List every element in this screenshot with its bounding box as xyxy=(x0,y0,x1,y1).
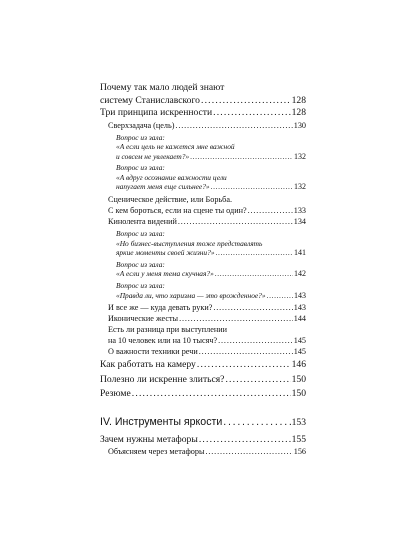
page-number: 153 xyxy=(291,416,306,428)
toc-part-4[interactable] xyxy=(100,415,306,430)
dot-leader xyxy=(267,291,293,301)
question-label: Вопрос из зала: xyxy=(116,229,165,239)
page-number: 145 xyxy=(293,347,306,357)
dot-leader xyxy=(211,182,293,192)
dot-leader xyxy=(199,346,293,357)
dot-leader xyxy=(179,313,293,324)
toc-question-3[interactable] xyxy=(100,229,306,258)
toc-entry-obyasnyaem[interactable] xyxy=(100,446,306,457)
dot-leader xyxy=(190,152,293,162)
toc-entry-title: на 10 человек или на 10 тысяч? xyxy=(108,336,218,346)
toc-question-5[interactable] xyxy=(100,281,306,300)
dot-leader xyxy=(215,269,293,279)
page-number: 155 xyxy=(291,433,306,445)
page-number: 142 xyxy=(294,269,306,279)
toc-entry-scenicheskoe[interactable] xyxy=(100,194,306,216)
toc-entry-tekhnika[interactable] xyxy=(100,346,306,357)
page-number: 141 xyxy=(294,248,306,258)
dot-leader xyxy=(199,434,291,447)
question-label: Вопрос из зала: xyxy=(116,281,165,291)
question-text: «А если цель не кажется мне важной xyxy=(116,142,235,152)
toc-entry-pochemu[interactable] xyxy=(100,82,306,107)
page-number: 132 xyxy=(294,182,306,192)
toc-entry-title: Сценическое действие, или Борьба. xyxy=(108,195,232,205)
toc-entry-title: систему Станиславского xyxy=(100,94,200,106)
toc-entry-tri[interactable] xyxy=(100,107,306,120)
toc-entry-title: Как работать на камеру xyxy=(100,359,196,371)
toc-entry-title: Почему так мало людей знают xyxy=(100,82,225,93)
question-text: яркие моменты своей жизни?» xyxy=(116,248,215,258)
toc-entry-title: С кем бороться, если на сцене ты один? xyxy=(108,206,247,216)
toc-entry-sverkhzadacha[interactable] xyxy=(100,120,306,131)
toc-question-4[interactable] xyxy=(100,260,306,279)
toc-entry-title: О важности техники речи xyxy=(108,347,198,357)
question-label: Вопрос из зала: xyxy=(116,163,165,173)
dot-leader xyxy=(201,95,291,108)
toc-entry-title: Полезно ли искренне злиться? xyxy=(100,373,225,385)
page-number: 156 xyxy=(293,447,306,457)
dot-leader xyxy=(178,216,293,227)
dot-leader xyxy=(218,335,293,346)
dot-leader xyxy=(175,120,292,131)
dot-leader xyxy=(132,388,291,401)
dot-leader xyxy=(213,107,291,120)
question-label: Вопрос из зала: xyxy=(116,132,165,142)
page-number: 143 xyxy=(294,290,306,300)
page-number: 146 xyxy=(291,359,306,371)
page-number: 133 xyxy=(293,206,306,216)
toc-entry-title: Кинолента видений xyxy=(108,217,177,227)
toc-entry-title: Есть ли разница при выступлении xyxy=(108,325,228,335)
question-text: и совсем не увлекает?» xyxy=(116,151,190,161)
dot-leader xyxy=(206,446,293,457)
page-number: 143 xyxy=(293,303,306,313)
dot-leader xyxy=(216,248,293,258)
toc-entry-title: Три принципа искренности xyxy=(100,107,213,118)
dot-leader xyxy=(197,359,291,372)
page-number: 144 xyxy=(293,314,306,324)
toc-entry-title: Зачем нужны метафоры xyxy=(100,433,198,445)
toc-entry-ikonicheskie[interactable] xyxy=(100,313,306,324)
question-text: «А если у меня тема скучная?» xyxy=(116,269,214,279)
page-number: 145 xyxy=(293,336,306,346)
toc-entry-title: Сверхзадача (цель) xyxy=(108,120,175,130)
page-number: 128 xyxy=(291,94,306,106)
question-text: напугает меня еще сильнее?» xyxy=(116,182,210,192)
page-number: 150 xyxy=(291,373,306,385)
toc-entry-title: И все же — куда девать руки? xyxy=(108,303,213,313)
toc-entry-zlitsya[interactable] xyxy=(100,374,306,387)
toc-entry-title: Резюме xyxy=(100,388,131,400)
page-number: 128 xyxy=(291,107,306,118)
table-of-contents xyxy=(100,82,306,457)
toc-entry-ruki[interactable] xyxy=(100,302,306,313)
page-number: 150 xyxy=(291,388,306,400)
toc-entry-raznica[interactable] xyxy=(100,324,306,346)
toc-entry-title: Иконические жесты xyxy=(108,314,179,324)
question-label: Вопрос из зала: xyxy=(116,259,165,269)
question-text: «Но бизнес-выступления тоже представлять xyxy=(116,238,263,248)
toc-entry-title: Объясняем через метафоры xyxy=(108,447,205,457)
toc-entry-kinolenta[interactable] xyxy=(100,216,306,227)
toc-entry-zachem[interactable] xyxy=(100,434,306,447)
toc-entry-rezyume[interactable] xyxy=(100,388,306,401)
part-title: IV. Инструменты яркости xyxy=(100,415,223,428)
dot-leader xyxy=(225,374,290,387)
page-number: 130 xyxy=(293,120,306,130)
dot-leader xyxy=(223,415,290,429)
toc-question-1[interactable] xyxy=(100,133,306,162)
page-number: 134 xyxy=(293,217,306,227)
page-number: 132 xyxy=(294,151,306,161)
dot-leader xyxy=(213,302,292,313)
question-text: «Правда ли, что харизма — это врожденное?» xyxy=(116,290,266,300)
question-text: «А вдруг осознание важности цели xyxy=(116,172,227,182)
dot-leader xyxy=(248,205,293,216)
toc-entry-kamera[interactable] xyxy=(100,359,306,372)
toc-question-2[interactable] xyxy=(100,163,306,192)
